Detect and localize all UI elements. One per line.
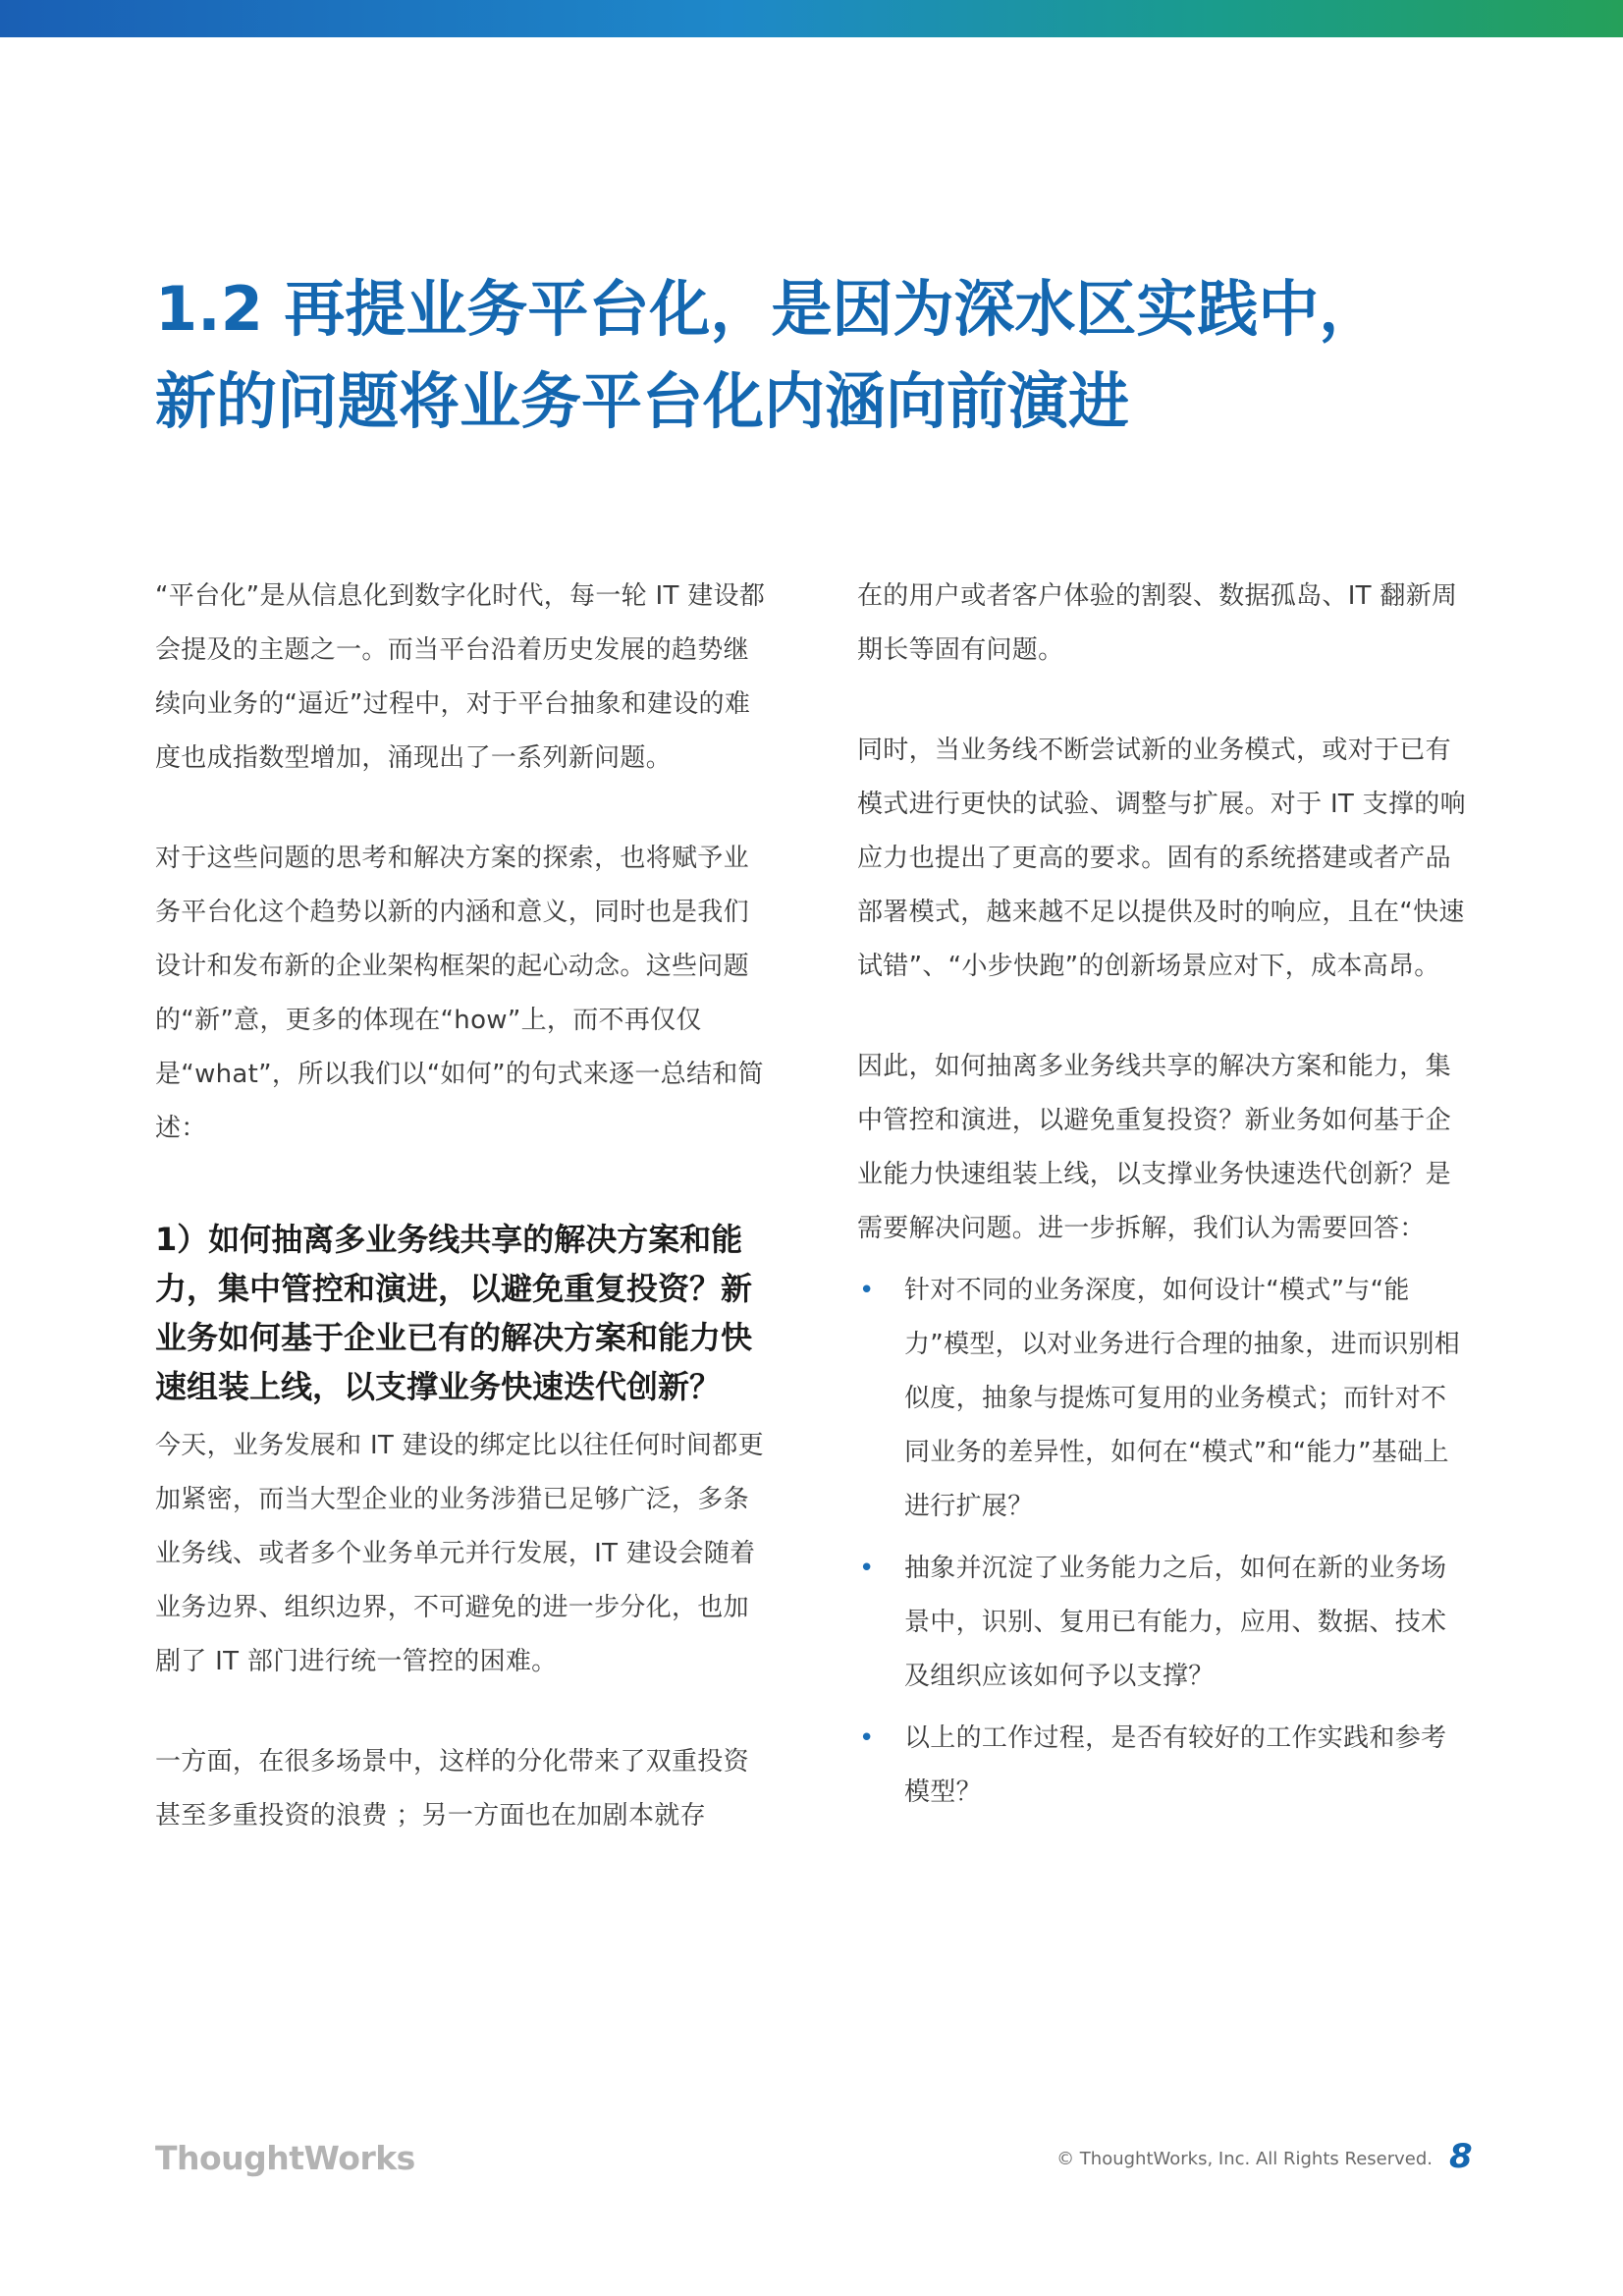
bullet-dot-icon: • bbox=[859, 1276, 875, 1305]
bullet-dot-icon: • bbox=[859, 1723, 875, 1753]
bullet-list bbox=[857, 1264, 1471, 1820]
left-paragraph-2: 对于这些问题的思考和解决方案的探索，也将赋予业务平台化这个趋势以新的内涵和意义，同时也是我们设计和发布新的企业架构框架的起心动念。这些问题的“新”意，更多的体现在“how”上，而不再仅仅是“what”，所以我们以“如何”的句式来逐一总结和简述： bbox=[155, 844, 764, 1143]
right-paragraph-3: 因此，如何抽离多业务线共享的解决方案和能力，集中管控和演进，以避免重复投资？新业务如何基于企业能力快速组装上线，以支撑业务快速迭代创新？是需要解决问题。进一步拆解，我们认为需要回答： bbox=[857, 1052, 1451, 1243]
copyright-notice: © ThoughtWorks, Inc. All Rights Reserved. bbox=[1056, 2149, 1433, 2169]
bullet-item bbox=[857, 1542, 1471, 1704]
top-gradient-bar bbox=[0, 0, 1623, 37]
page-number: 8 bbox=[1449, 2137, 1473, 2176]
section-title bbox=[155, 263, 1490, 448]
right-paragraph-2: 同时，当业务线不断尝试新的业务模式，或对于已有模式进行更快的试验、调整与扩展。对于 IT 支撑的响应力也提出了更高的要求。固有的系统搭建或者产品部署模式，越来越不足以提供及时的响应，且在“快速试错”、“小步快跑”的创新场景应对下，成本高昂。 bbox=[857, 736, 1466, 981]
bullet-item bbox=[857, 1264, 1471, 1534]
bullet-text: 抽象并沉淀了业务能力之后，如何在新的业务场景中，识别、复用已有能力，应用、数据、技术及组织应该如何予以支撑？ bbox=[904, 1554, 1447, 1691]
right-paragraph-1: 在的用户或者客户体验的割裂、数据孤岛、IT 翻新周期长等固有问题。 bbox=[857, 581, 1458, 665]
right-column bbox=[857, 570, 1471, 1828]
section-title-line-2: 新的问题将业务平台化内涵向前演进 bbox=[155, 365, 1130, 437]
left-paragraph-3: 今天，业务发展和 IT 建设的绑定比以往任何时间都更加紧密，而当大型企业的业务涉猎已足够广泛，多条业务线、或者多个业务单元并行发展，IT 建设会随着业务边界、组织边界，不可避免的进一步分化，也加剧了 IT 部门进行统一管控的困难。 bbox=[155, 1431, 764, 1676]
left-column bbox=[155, 570, 772, 1889]
section-title-line-1: 1.2 再提业务平台化，是因为深水区实践中， bbox=[155, 273, 1380, 345]
bullet-text: 以上的工作过程，是否有较好的工作实践和参考模型？ bbox=[904, 1723, 1447, 1807]
left-paragraph-4: 一方面，在很多场景中，这样的分化带来了双重投资甚至多重投资的浪费 ；另一方面也在加剧本就存 bbox=[155, 1747, 749, 1831]
bullet-text: 针对不同的业务深度，如何设计“模式”与“能力”模型，以对业务进行合理的抽象，进而识别相似度，抽象与提炼可复用的业务模式；而针对不同业务的差异性，如何在“模式”和“能力”基础上进行扩展？ bbox=[904, 1276, 1461, 1521]
subheading-question-1: 1）如何抽离多业务线共享的解决方案和能力，集中管控和演进，以避免重复投资？新业务如何基于企业已有的解决方案和能力快速组装上线，以支撑业务快速迭代创新？ bbox=[155, 1221, 753, 1405]
left-paragraph-1: “平台化”是从信息化到数字化时代，每一轮 IT 建设都会提及的主题之一。而当平台沿着历史发展的趋势继续向业务的“逼近”过程中，对于平台抽象和建设的难度也成指数型增加，涌现出了一系列新问题。 bbox=[155, 581, 766, 773]
thoughtworks-logo: ThoughtWorks bbox=[155, 2139, 415, 2177]
bullet-item bbox=[857, 1712, 1471, 1820]
bullet-dot-icon: • bbox=[859, 1554, 875, 1583]
